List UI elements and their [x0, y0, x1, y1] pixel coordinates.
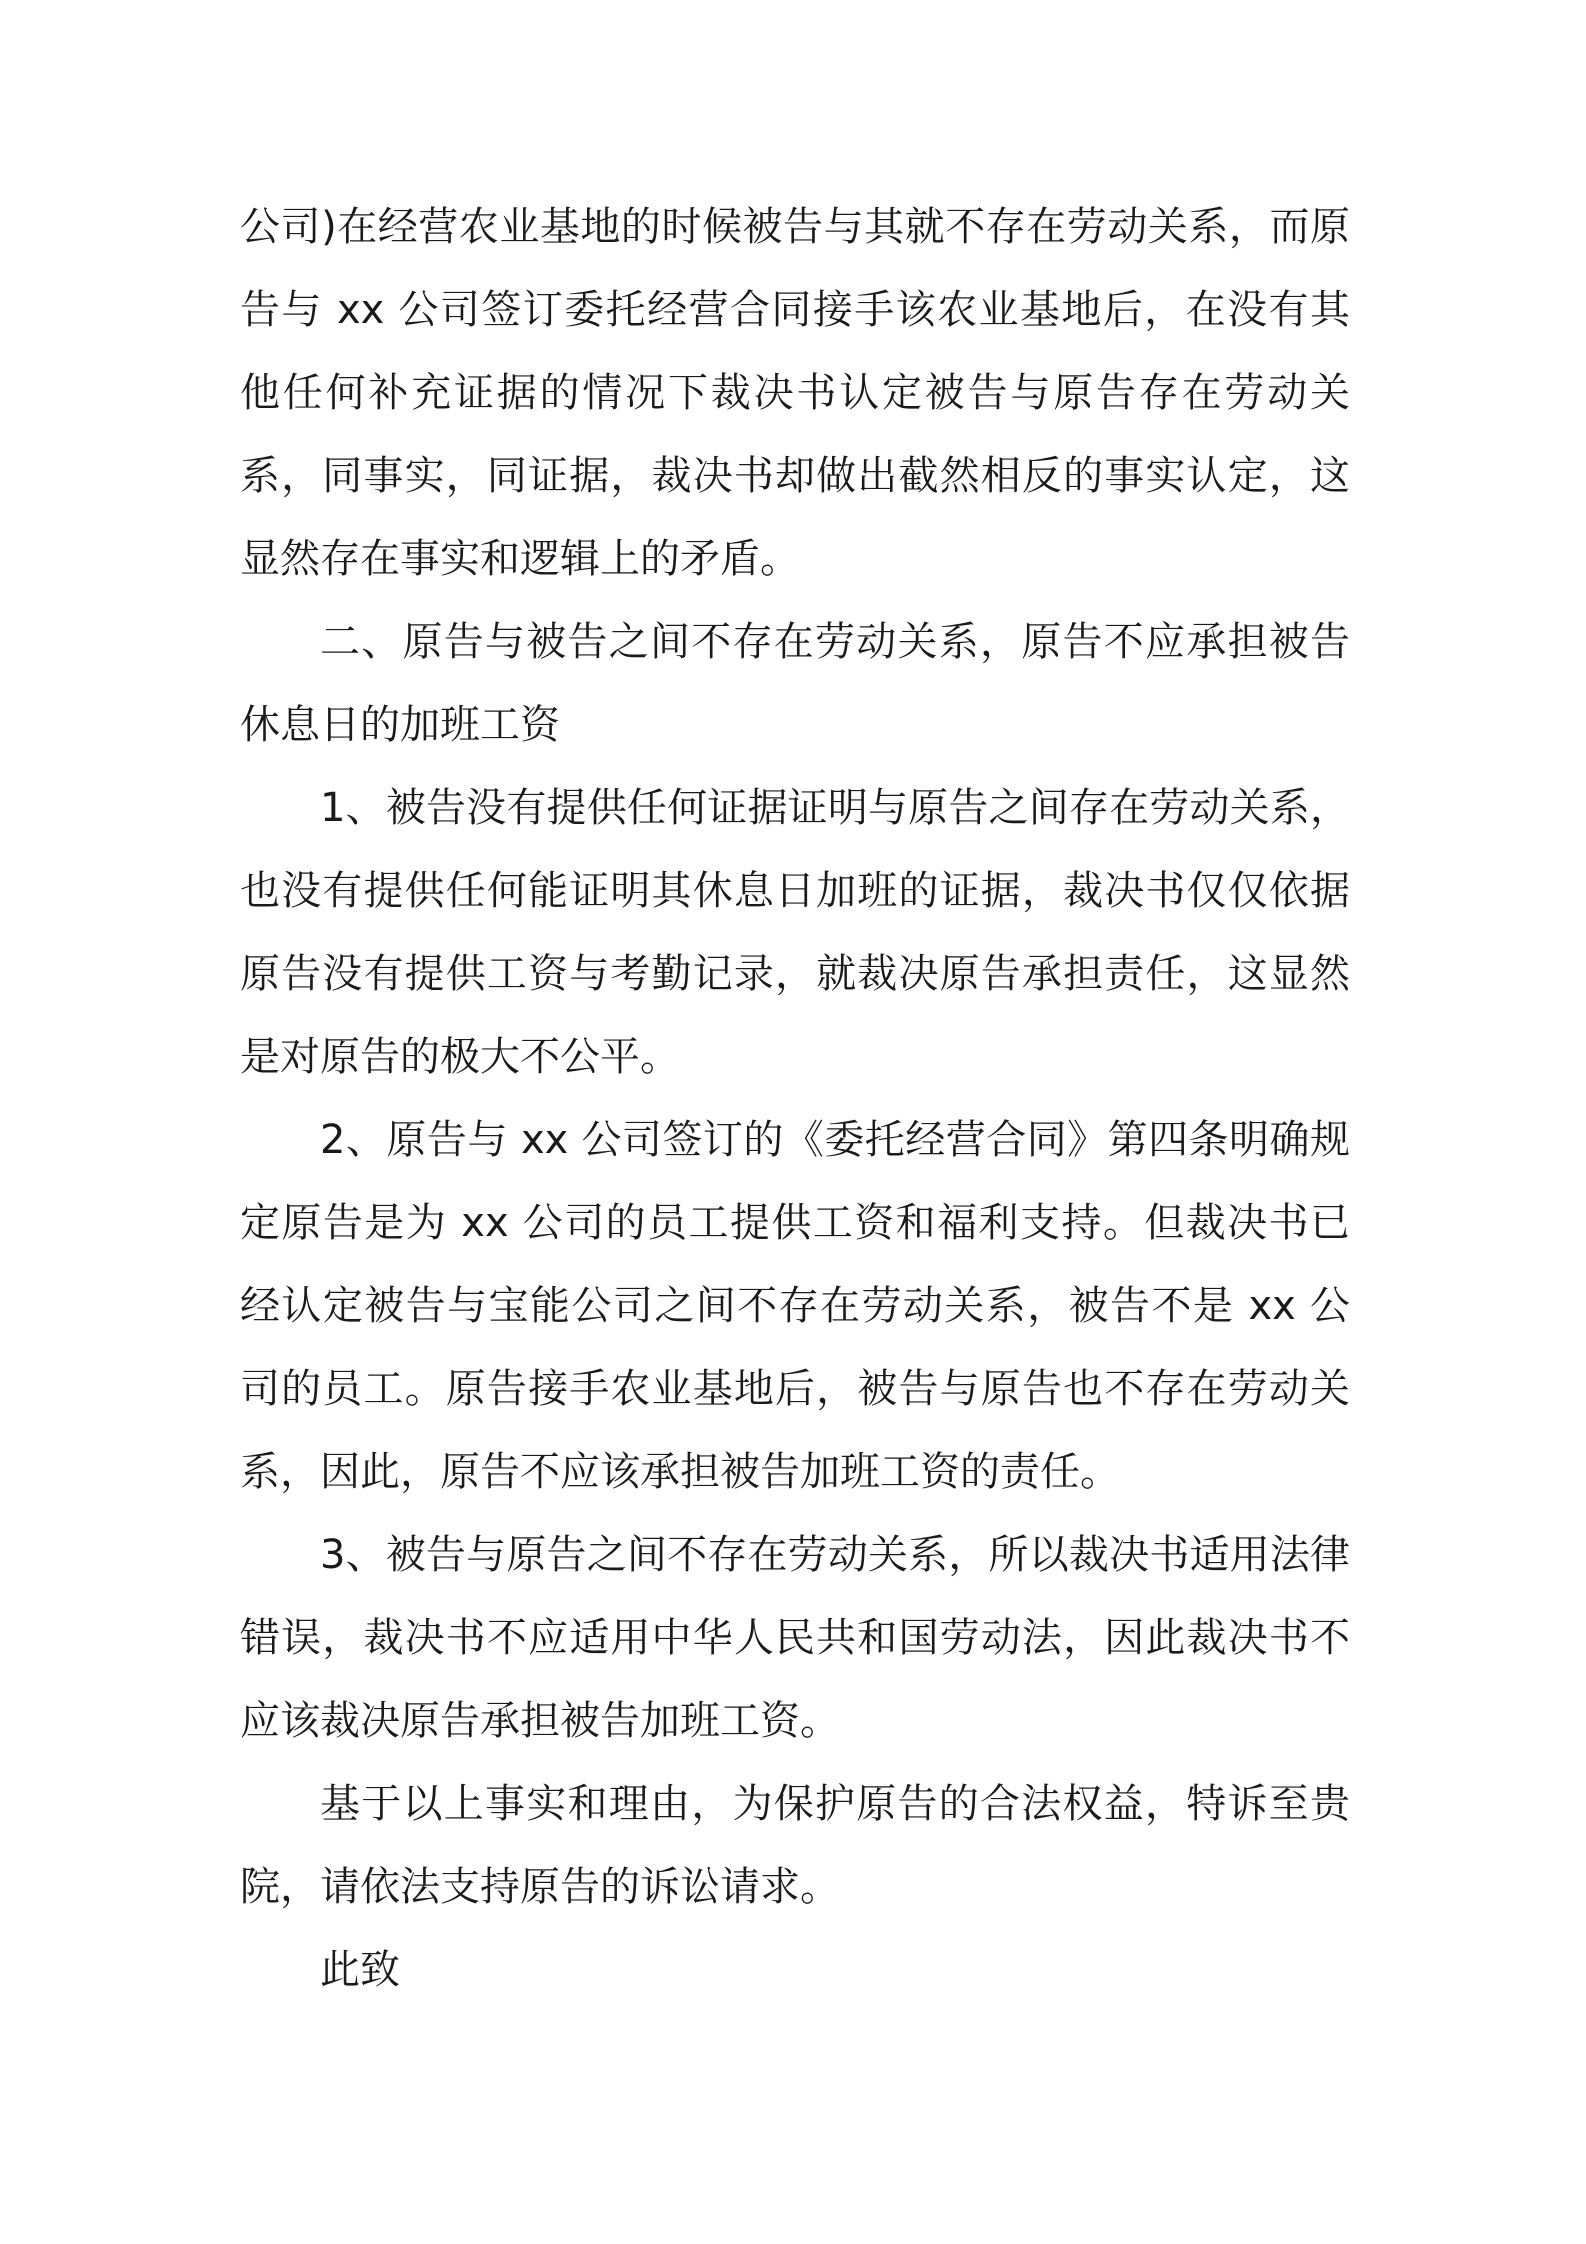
paragraph-point-three: 3、被告与原告之间不存在劳动关系，所以裁决书适用法律错误，裁决书不应适用中华人民共和国劳动法，因此裁决书不应该裁决原告承担被告加班工资。: [240, 1532, 1350, 1744]
paragraph-section-two-heading: 二、原告与被告之间不存在劳动关系，原告不应承担被告休息日的加班工资: [240, 619, 1350, 748]
document-body: [240, 186, 1350, 2012]
paragraph-point-two: 2、原告与 xx 公司签订的《委托经营合同》第四条明确规定原告是为 xx 公司的员工提供工资和福利支持。但裁决书已经认定被告与宝能公司之间不存在劳动关系，被告不是 xx 公司的员工。原告接手农业基地后，被告与原告也不存在劳动关系，因此，原告不应该承担被告加班工资的责任。: [240, 1117, 1350, 1495]
paragraph-conclusion: 基于以上事实和理由，为保护原告的合法权益，特诉至贵院，请依法支持原告的诉讼请求。: [240, 1781, 1350, 1910]
paragraph-closing: 此致: [320, 1947, 400, 1993]
paragraph-point-one: 1、被告没有提供任何证据证明与原告之间存在劳动关系，也没有提供任何能证明其休息日加班的证据，裁决书仅仅依据原告没有提供工资与考勤记录，就裁决原告承担责任，这显然是对原告的极大不公平。: [240, 785, 1350, 1080]
paragraph-continuation: 公司)在经营农业基地的时候被告与其就不存在劳动关系，而原告与 xx 公司签订委托经营合同接手该农业基地后，在没有其他任何补充证据的情况下裁决书认定被告与原告存在劳动关系，同事实，同证据，裁决书却做出截然相反的事实认定，这显然存在事实和逻辑上的矛盾。: [240, 204, 1350, 582]
